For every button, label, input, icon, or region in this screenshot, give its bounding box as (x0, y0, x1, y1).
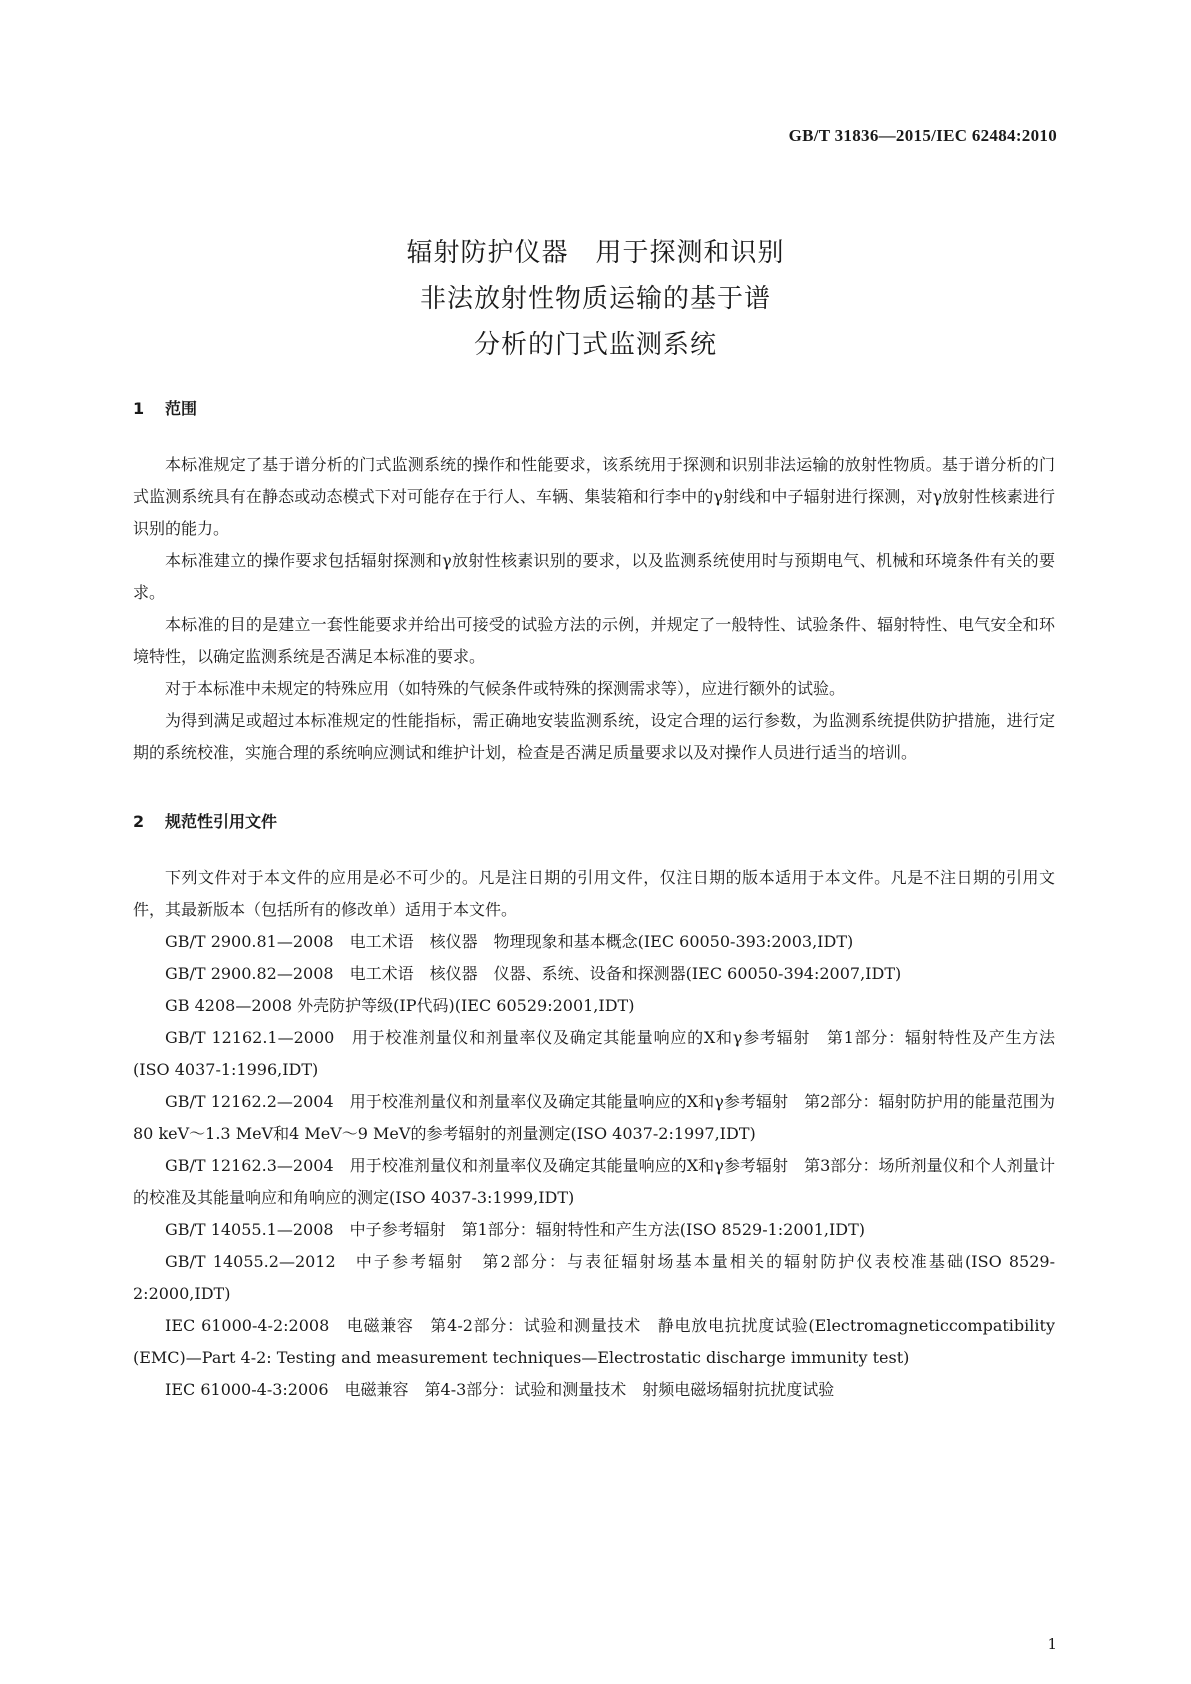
paragraph: 对于本标准中未规定的特殊应用（如特殊的气候条件或特殊的探测需求等），应进行额外的试验。 (165, 679, 846, 698)
title-line: 非法放射性物质运输的基于谱 (419, 284, 771, 314)
section-number: 1 (133, 399, 145, 418)
section-heading-scope (133, 396, 197, 419)
section-body-references (133, 862, 1055, 1406)
reference-item: IEC 61000-4-2:2008 电磁兼容 第4-2部分：试验和测量技术 静电放电抗扰度试验(Electromagneticcompatibility (EMC)—Part 4-2: Testing and measurement techniques—Electrostatic discharge immunity test) (133, 1316, 1055, 1367)
reference-item: GB/T 2900.82—2008 电工术语 核仪器 仪器、系统、设备和探测器(IEC 60050-394:2007,IDT) (165, 964, 902, 983)
reference-item: GB/T 2900.81—2008 电工术语 核仪器 物理现象和基本概念(IEC 60050-393:2003,IDT) (165, 932, 854, 951)
document-title (0, 230, 1191, 368)
paragraph: 本标准规定了基于谱分析的门式监测系统的操作和性能要求，该系统用于探测和识别非法运输的放射性物质。基于谱分析的门式监测系统具有在静态或动态模式下对可能存在于行人、车辆、集装箱和行李中的γ射线和中子辐射进行探测，对γ放射性核素进行识别的能力。 (133, 455, 1055, 538)
section-number: 2 (133, 812, 145, 831)
paragraph: 下列文件对于本文件的应用是必不可少的。凡是注日期的引用文件，仅注日期的版本适用于本文件。凡是不注日期的引用文件，其最新版本（包括所有的修改单）适用于本文件。 (133, 868, 1055, 919)
section-body-scope (133, 449, 1055, 769)
standard-code: GB/T 31836—2015/IEC 62484:2010 (788, 126, 1057, 145)
title-line: 辐射防护仪器 用于探测和识别 (406, 238, 785, 268)
section-title: 范围 (165, 399, 198, 418)
paragraph: 本标准建立的操作要求包括辐射探测和γ放射性核素识别的要求，以及监测系统使用时与预期电气、机械和环境条件有关的要求。 (133, 551, 1055, 602)
page-number: 1 (1047, 1635, 1057, 1653)
reference-item: GB/T 12162.2—2004 用于校准剂量仪和剂量率仪及确定其能量响应的X和γ参考辐射 第2部分：辐射防护用的能量范围为80 keV～1.3 MeV和4 MeV～9 MeV的参考辐射的剂量测定(ISO 4037-2:1997,IDT) (133, 1092, 1055, 1143)
paragraph: 本标准的目的是建立一套性能要求并给出可接受的试验方法的示例，并规定了一般特性、试验条件、辐射特性、电气安全和环境特性，以确定监测系统是否满足本标准的要求。 (133, 615, 1055, 666)
section-heading-normative-references (133, 809, 277, 832)
reference-item: GB/T 12162.1—2000 用于校准剂量仪和剂量率仪及确定其能量响应的X和γ参考辐射 第1部分：辐射特性及产生方法(ISO 4037-1:1996,IDT) (133, 1028, 1055, 1079)
reference-item: GB 4208—2008 外壳防护等级(IP代码)(IEC 60529:2001,IDT) (165, 996, 635, 1015)
section-title: 规范性引用文件 (165, 812, 278, 831)
reference-item: GB/T 14055.2—2012 中子参考辐射 第2部分：与表征辐射场基本量相关的辐射防护仪表校准基础(ISO 8529-2:2000,IDT) (133, 1252, 1055, 1303)
paragraph: 为得到满足或超过本标准规定的性能指标，需正确地安装监测系统，设定合理的运行参数，为监测系统提供防护措施，进行定期的系统校准，实施合理的系统响应测试和维护计划，检查是否满足质量要求以及对操作人员进行适当的培训。 (133, 711, 1055, 762)
reference-item: GB/T 14055.1—2008 中子参考辐射 第1部分：辐射特性和产生方法(ISO 8529-1:2001,IDT) (165, 1220, 866, 1239)
reference-item: IEC 61000-4-3:2006 电磁兼容 第4-3部分：试验和测量技术 射频电磁场辐射抗扰度试验 (165, 1380, 835, 1399)
title-line: 分析的门式监测系统 (473, 330, 717, 360)
reference-item: GB/T 12162.3—2004 用于校准剂量仪和剂量率仪及确定其能量响应的X和γ参考辐射 第3部分：场所剂量仪和个人剂量计的校准及其能量响应和角响应的测定(ISO 4037-3:1999,IDT) (133, 1156, 1055, 1207)
